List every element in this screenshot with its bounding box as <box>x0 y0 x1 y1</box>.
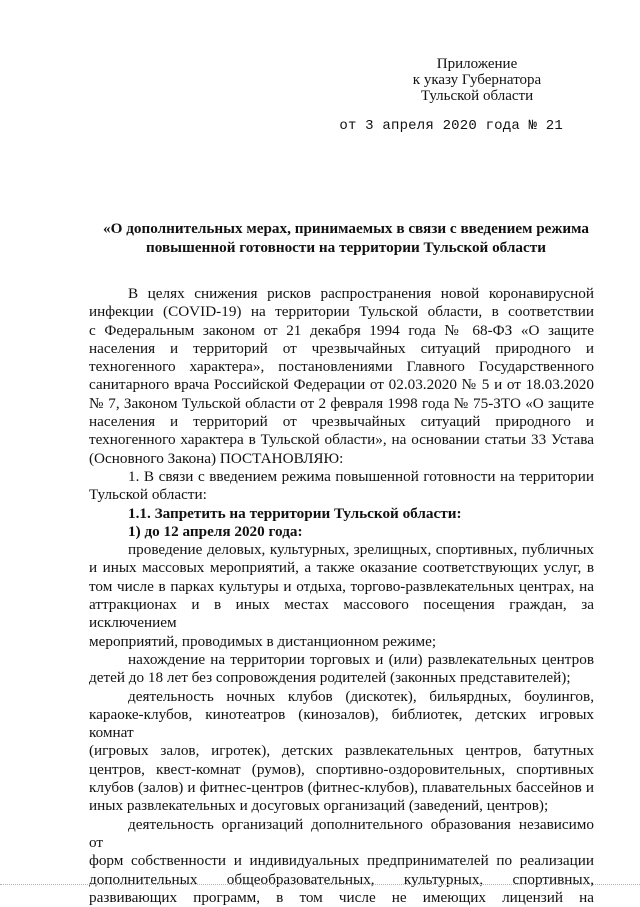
decree-date-number: от 3 апреля 2020 года № 21 <box>339 118 563 134</box>
text-line: форм собственности и индивидуальных предпринимателей по реализации <box>89 852 594 870</box>
text-line: караоке-клубов, кинотеатров (кинозалов), библиотек, детских игровых комнат <box>89 705 594 742</box>
appendix-line: к указу Губернатора <box>412 72 542 88</box>
paragraph-education <box>89 816 594 907</box>
text-line: и иных массовых мероприятий, а также оказание соответствующих услуг, в <box>89 559 594 577</box>
paragraph-item-1 <box>89 468 594 505</box>
text-line: санитарного врача Российской Федерации от 02.03.2020 № 5 и от 18.03.2020 <box>89 376 594 394</box>
text-line: проведение деловых, культурных, зрелищных, спортивных, публичных <box>128 541 594 559</box>
text-line: клубов (залов) и фитнес-центров (фитнес-клубов), плавательных бассейнов и <box>89 779 594 797</box>
paragraph-events <box>89 541 594 651</box>
text-line: техногенного характера», постановлениями Главного Государственного <box>89 358 594 376</box>
text-line: нахождение на территории торговых и (или) развлекательных центров <box>128 650 594 668</box>
paragraph-preamble <box>89 285 594 468</box>
document-body <box>89 285 594 907</box>
text-line: центров, квест-комнат (румов), спортивно-оздоровительных, спортивных <box>89 760 594 778</box>
text-line: (Основного Закона) ПОСТАНОВЛЯЮ: <box>89 449 344 467</box>
text-line: том числе в парках культуры и отдыха, торгово-развлекательных центрах, на <box>89 577 594 595</box>
title-line: «О дополнительных мерах, принимаемых в связи с введением режима <box>102 220 589 237</box>
paragraph-venues <box>89 688 594 816</box>
text-line: иных развлекательных и досуговых организаций (заведений, центров); <box>89 797 549 815</box>
text-line: детей до 18 лет без сопровождения родителей (законных представителей); <box>89 669 571 687</box>
text-line: Тульской области: <box>89 486 207 504</box>
text-line: развивающих программ, в том числе не имеющих лицензий на <box>89 888 594 906</box>
text-line: (игровых залов, игротек), детских развлекательных центров, батутных <box>89 742 594 760</box>
text-line: № 7, Законом Тульской области от 2 февраля 1998 года № 75-ЗТО «О защите <box>89 394 594 412</box>
text-line: деятельность организаций дополнительного образования независимо от <box>89 815 594 851</box>
scan-edge-divider <box>0 884 640 886</box>
text-line: В целях снижения рисков распространения новой коронавирусной <box>128 285 594 302</box>
subitem-heading: 1.1. Запретить на территории Тульской области: <box>128 504 462 522</box>
text-line: аттракционах и в иных местах массового посещения граждан, за исключением <box>89 596 594 632</box>
appendix-header <box>392 56 562 104</box>
text-line: деятельность ночных клубов (дискотек), бильярдных, боулингов, <box>128 687 594 705</box>
text-line: населения и территорий от чрезвычайных ситуаций природного и <box>89 339 594 357</box>
subitem-heading: 1) до 12 апреля 2020 года: <box>128 522 303 540</box>
paragraph-children <box>89 651 594 688</box>
document-title <box>86 219 606 257</box>
appendix-line: Приложение <box>436 56 518 72</box>
appendix-line: Тульской области <box>420 88 534 104</box>
text-line: 1. В связи с введением режима повышенной готовности на территории <box>128 467 594 485</box>
text-line: с Федеральным законом от 21 декабря 1994 года № 68-ФЗ «О защите <box>89 321 594 339</box>
text-line: мероприятий, проводимых в дистанционном режиме; <box>89 632 437 650</box>
text-line: населения и территорий от чрезвычайных ситуаций природного и <box>89 413 594 431</box>
title-line: повышенной готовности на территории Тульской области <box>146 239 546 256</box>
text-line: техногенного характера в Тульской области», на основании статьи 33 Устава <box>89 431 594 449</box>
text-line: инфекции (COVID-19) на территории Тульской области, в соответствии <box>89 303 594 321</box>
text-line: дополнительных общеобразовательных, культурных, спортивных, <box>89 870 594 888</box>
